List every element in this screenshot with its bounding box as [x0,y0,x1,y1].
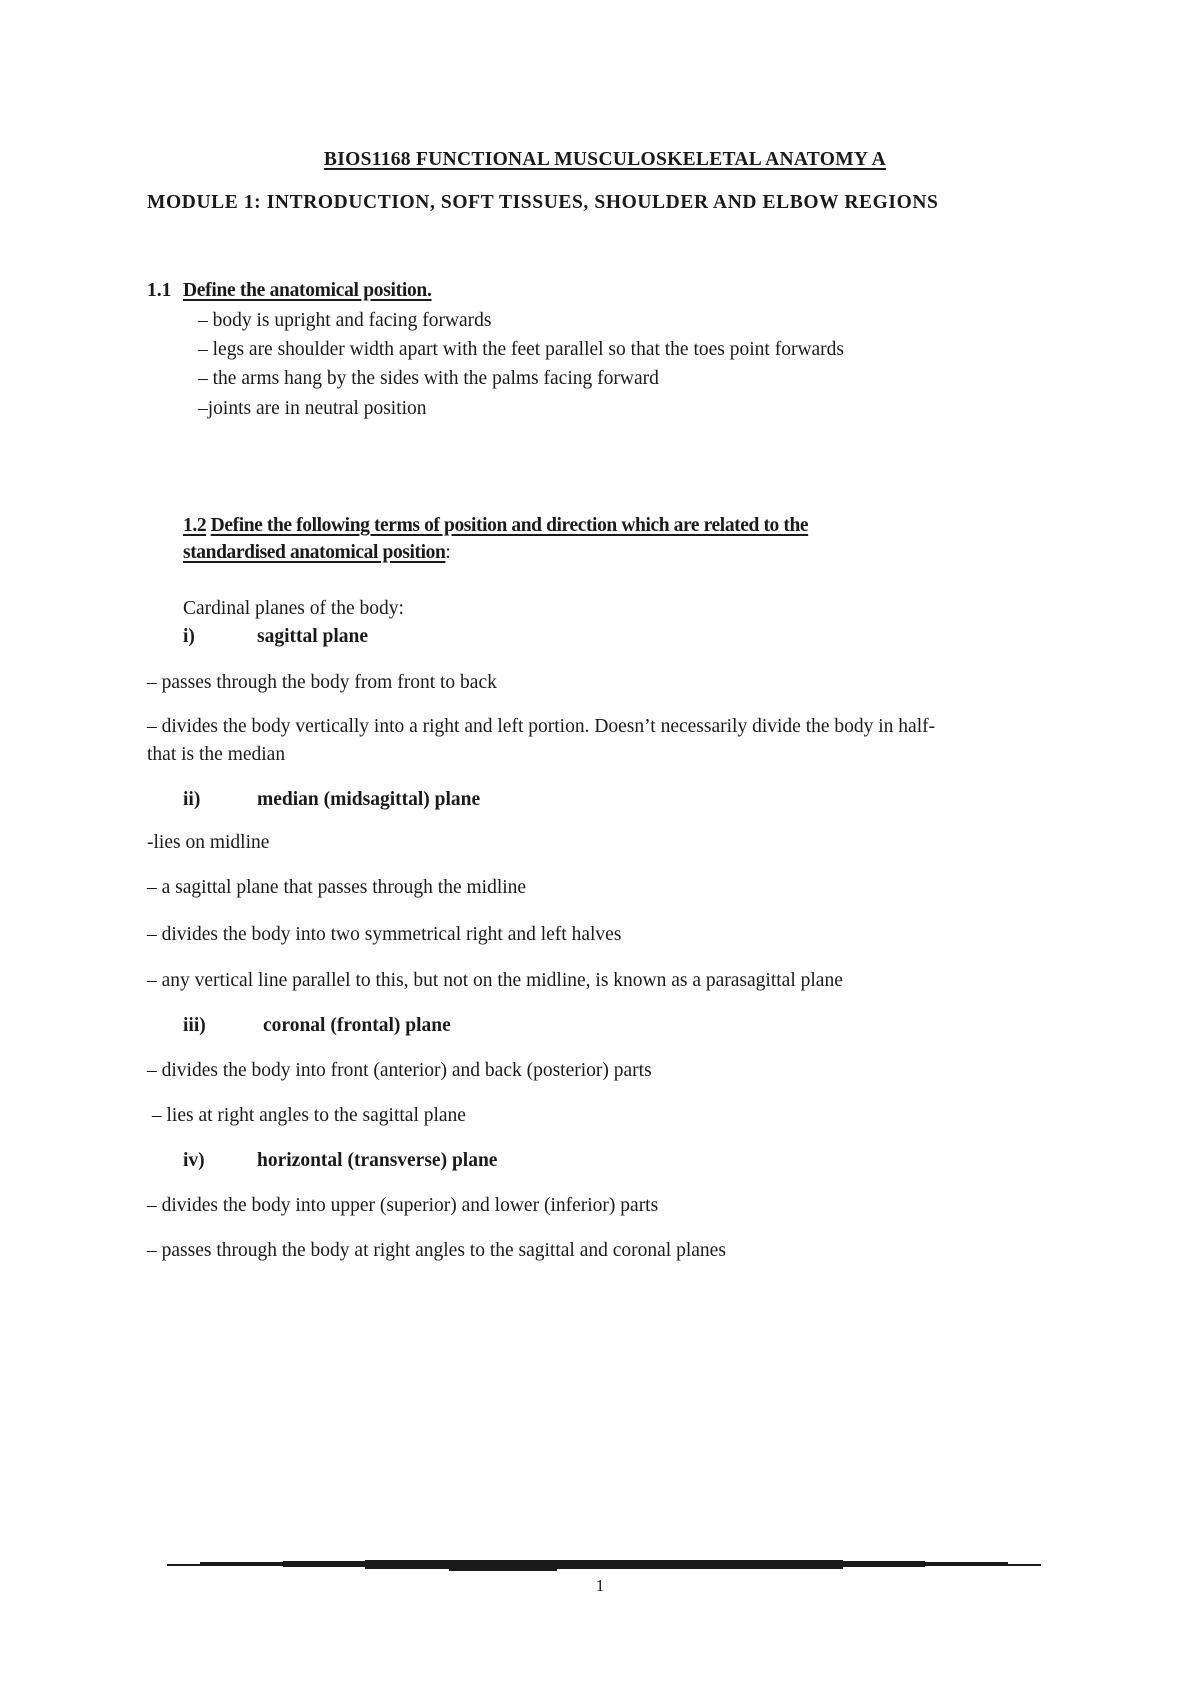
list-item: – a sagittal plane that passes through the midline [147,877,527,898]
list-item: –joints are in neutral position [198,398,427,419]
course-title: BIOS1168 FUNCTIONAL MUSCULOSKELETAL ANATOMY A [323,149,887,170]
list-item: – lies at right angles to the sagittal plane [147,1105,466,1126]
plane-numeral: i) [183,626,195,647]
module-title: MODULE 1: INTRODUCTION, SOFT TISSUES, SHOULDER AND ELBOW REGIONS [147,192,939,213]
plane-name: horizontal (transverse) plane [257,1150,498,1171]
list-item: – passes through the body at right angles to the sagittal and coronal planes [147,1240,726,1261]
list-item: – divides the body into two symmetrical right and left halves [147,924,622,945]
list-item: – divides the body vertically into a right and left portion. Doesn’t necessarily divide the body in half- [147,716,936,737]
list-item: – divides the body into upper (superior) and lower (inferior) parts [147,1195,659,1216]
list-item: – divides the body into front (anterior) and back (posterior) parts [147,1060,652,1081]
section-number: 1.1 [147,280,172,301]
list-item: – body is upright and facing forwards [198,310,492,331]
list-item: – the arms hang by the sides with the palms facing forward [198,368,659,389]
list-item: that is the median [147,744,286,765]
section-heading-line1: Define the following terms of position and direction which are related to the [210,515,809,536]
intro-text: Cardinal planes of the body: [183,598,404,619]
plane-numeral: iii) [183,1015,206,1036]
plane-name: sagittal plane [257,626,369,647]
footer-divider [167,1560,1041,1572]
plane-numeral: iv) [183,1150,205,1171]
section-heading-line2: standardised anatomical position [183,542,446,563]
colon: : [445,542,451,563]
plane-name: coronal (frontal) plane [263,1015,451,1036]
section-heading: Define the anatomical position. [183,280,432,301]
page-number: 1 [595,1576,605,1595]
plane-numeral: ii) [183,789,201,810]
list-item: – passes through the body from front to back [147,672,497,693]
list-item: -lies on midline [147,832,270,853]
section-number: 1.2 [183,515,207,536]
plane-name: median (midsagittal) plane [257,789,481,810]
section-heading [183,514,808,538]
list-item: – any vertical line parallel to this, but not on the midline, is known as a parasagittal plane [147,970,843,991]
list-item: – legs are shoulder width apart with the feet parallel so that the toes point forwards [198,339,845,360]
section-heading [183,541,450,565]
